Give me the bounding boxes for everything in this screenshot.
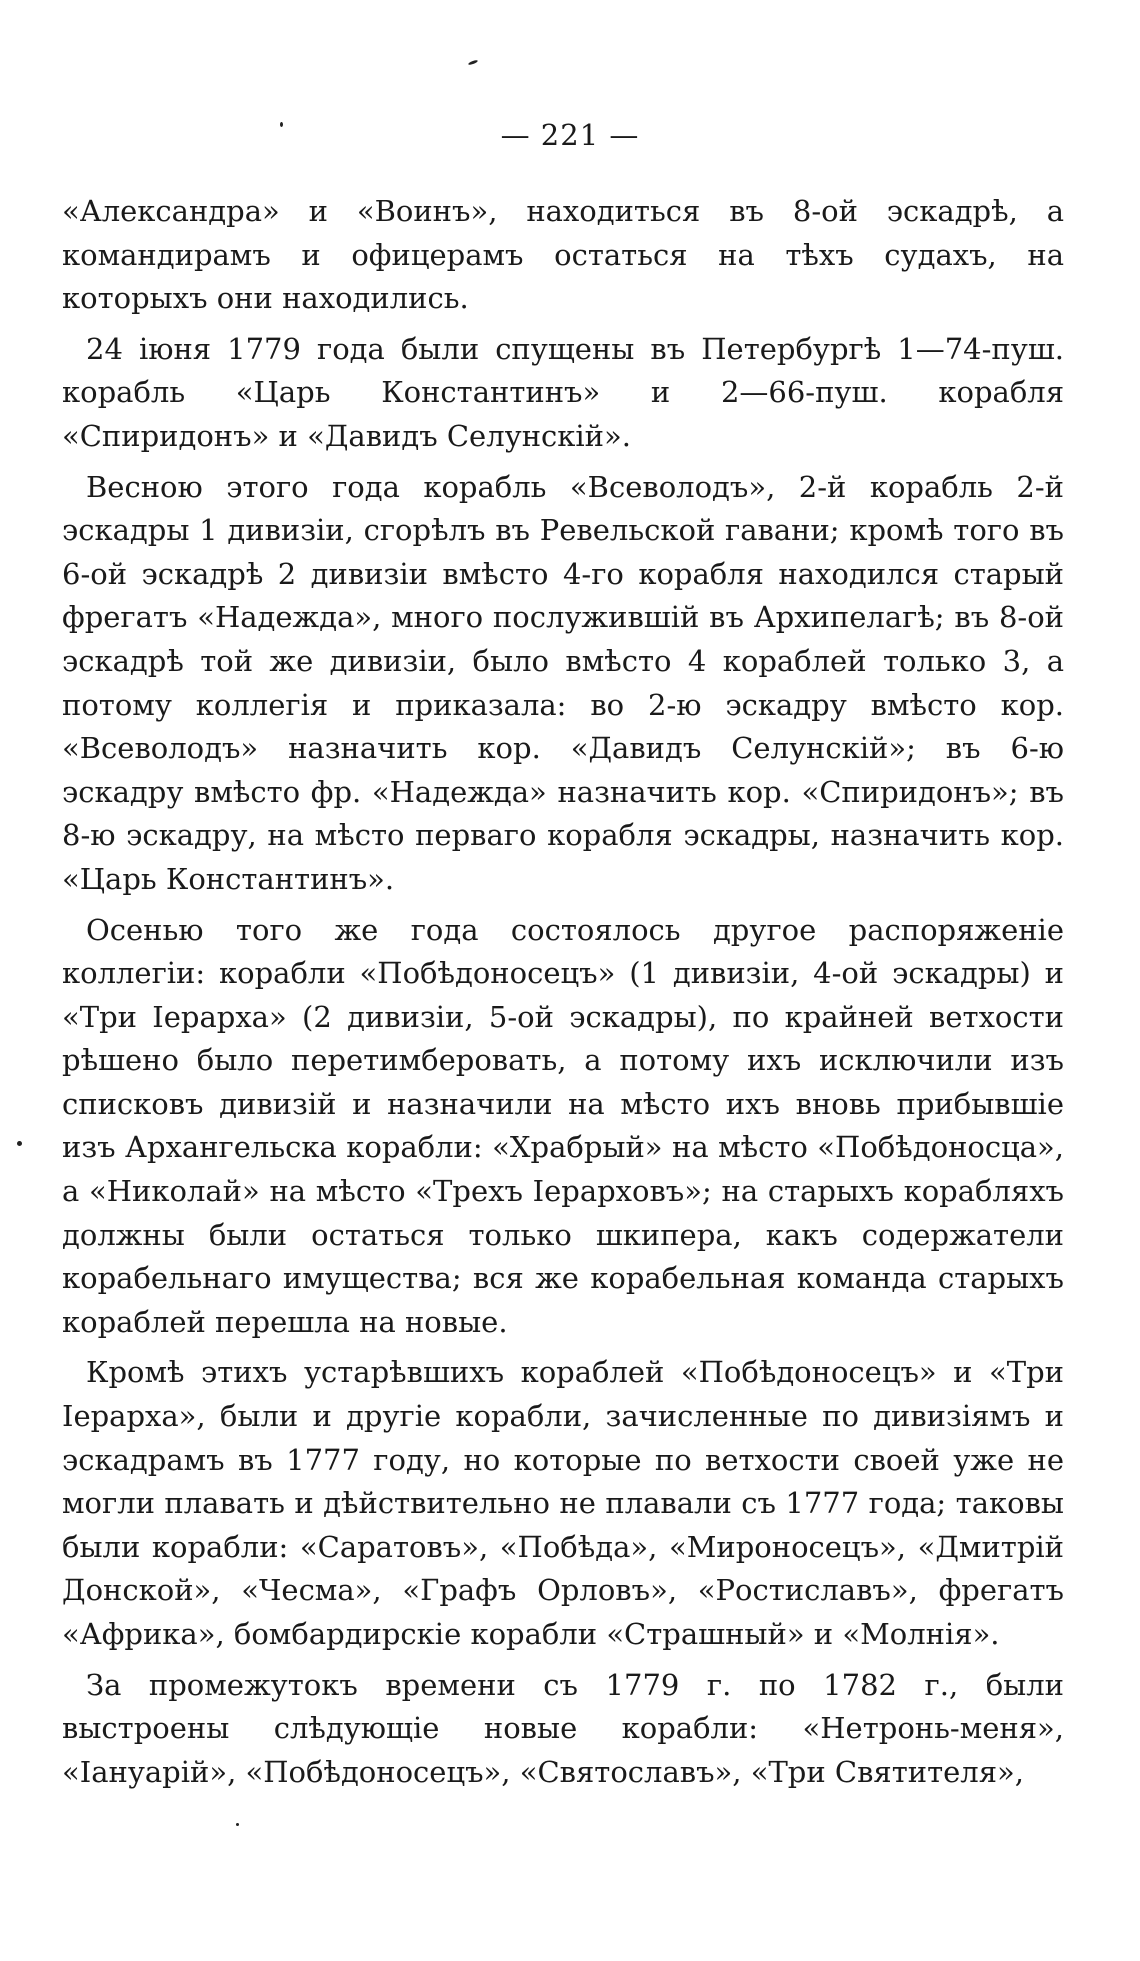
paragraph: «Александра» и «Воинъ», находиться въ 8-ой эскадрѣ, а командирамъ и офицерамъ остаться на тѣхъ судахъ, на которыхъ они находились.	[62, 194, 1064, 316]
page-number: — 221 —	[500, 118, 640, 152]
body-text	[62, 190, 1064, 1801]
ink-speck	[236, 1823, 239, 1826]
paragraph: Весною этого года корабль «Всеволодъ», 2-й корабль 2-й эскадры 1 дивизіи, сгорѣлъ въ Ревельской гавани; кромѣ того въ 6-ой эскадрѣ 2 дивизіи вмѣсто 4-го корабля находился старый фрегатъ «Надежда», много послужившій въ Архипелагѣ; въ 8-ой эскадрѣ той же дивизіи, было вмѣсто 4 кораблей только 3, а потому коллегія и приказала: во 2-ю эскадру вмѣсто кор. «Всеволодъ» назначить кор. «Давидъ Селунскій»; въ 6-ю эскадру вмѣсто фр. «Надежда» назначить кор. «Спиридонъ»; въ 8-ю эскадру, на мѣсто перваго корабля эскадры, назначить кор. «Царь Константинъ».	[62, 469, 1064, 896]
paragraph: За промежутокъ времени съ 1779 г. по 1782 г., были выстроены слѣдующіе новые корабли: «Нетронь-меня», «Іануарій», «Побѣдоносецъ», «Святославъ», «Три Святителя»,	[62, 1667, 1064, 1789]
paragraph: 24 іюня 1779 года были спущены въ Петербургѣ 1—74-пуш. корабль «Царь Константинъ» и 2—66-пуш. корабля «Спиридонъ» и «Давидъ Селунскій».	[62, 331, 1064, 453]
ink-speck	[468, 59, 478, 65]
paragraph: Осенью того же года состоялось другое распоряженіе коллегіи: корабли «Побѣдоносецъ» (1 дивизіи, 4-ой эскадры) и «Три Іерарха» (2 дивизіи, 5-ой эскадры), по крайней ветхости рѣшено было перетимберовать, а потому ихъ исключили изъ списковъ дивизій и назначили на мѣсто ихъ вновь прибывшіе изъ Архангельска корабли: «Храбрый» на мѣсто «Побѣдоносца», а «Николай» на мѣсто «Трехъ Іерарховъ»; на старыхъ корабляхъ должны были остаться только шкипера, какъ содержатели корабельнаго имущества; вся же корабельная команда старыхъ кораблей перешла на новые.	[62, 912, 1064, 1339]
ink-speck	[17, 1141, 22, 1146]
paragraph: Кромѣ этихъ устарѣвшихъ кораблей «Побѣдоносецъ» и «Три Іерарха», были и другіе корабли, зачисленные по дивизіямъ и эскадрамъ въ 1777 году, но которые по ветхости своей уже не могли плавать и дѣйствительно не плавали съ 1777 года; таковы были корабли: «Саратовъ», «Побѣда», «Мироносецъ», «Дмитрій Донской», «Чесма», «Графъ Орловъ», «Ростиславъ», фрегатъ «Африка», бомбардирскіе корабли «Страшный» и «Молнія».	[62, 1355, 1064, 1651]
